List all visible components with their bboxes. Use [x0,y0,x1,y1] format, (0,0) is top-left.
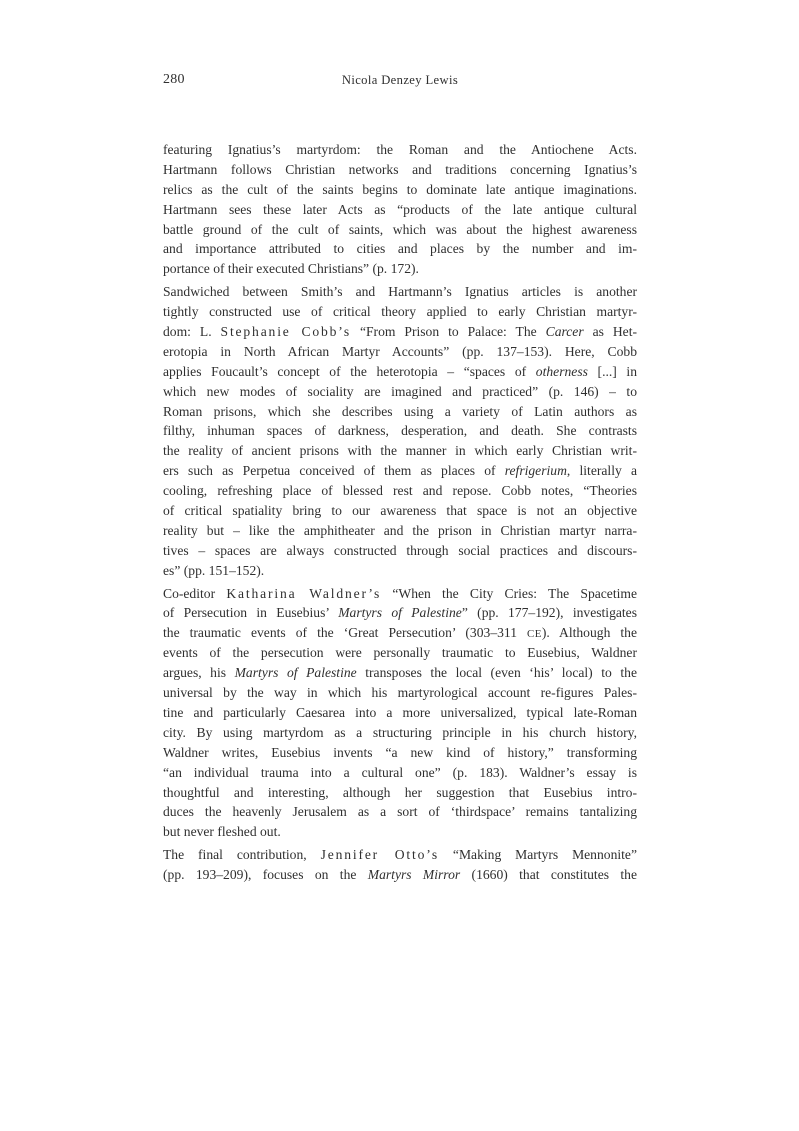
italic-text-run: otherness [535,363,588,379]
text-line [163,783,637,803]
text-line [163,802,637,822]
text-line [163,220,637,240]
text-run: “From Prison to Palace: The [351,324,546,340]
text-line [163,743,637,763]
text-line [163,362,637,382]
text-line [163,200,637,220]
spaced-name-run: Katharina Waldner’s [226,585,382,601]
text-line [163,180,637,200]
text-run: featuring Ignatius’s martyrdom: the Roman and the Antiochene Acts. [163,142,637,157]
text-line [163,140,637,160]
paragraph [163,845,637,885]
paragraph [163,282,637,580]
text-run: dom: L. [163,324,221,340]
spaced-name-run: Stephanie Cobb’s [220,324,351,340]
text-run: tightly constructed use of critical theory applied to early Christian martyr- [163,304,637,320]
text-line [163,282,637,302]
text-line [163,342,637,362]
text-run: (1660) that constitutes the [460,867,637,883]
text-run: transposes the local (even ‘his’ local) to the [356,665,637,681]
paragraph [163,140,637,279]
text-line [163,322,637,342]
text-line [163,441,637,461]
text-line [163,421,637,441]
text-run: The final contribution, [163,847,321,863]
spaced-name-run: Jennifer Otto’s [320,847,440,863]
text-run: (pp. 193–209), focuses on the [163,867,368,883]
text-run: tine and particularly Caesarea into a more universalized, typical late-Roman [163,704,637,720]
text-line [163,822,637,842]
text-run: which new modes of sociality are imagined and practiced” (p. 146) – to [163,383,637,399]
text-run: Roman prisons, which she describes using a variety of Latin authors as [163,403,637,419]
text-run: reality but – like the amphitheater and the prison in Christian martyr narra- [163,522,637,538]
text-run: filthy, inhuman spaces of darkness, desperation, and death. She contrasts [163,423,637,439]
text-run: , literally a [566,463,637,479]
text-run: ). Although the [541,625,637,641]
text-run: applies Foucault’s concept of the heterotopia – “spaces of [163,363,536,379]
text-run: thoughtful and interesting, although her suggestion that Eusebius intro- [163,784,637,800]
text-run: tives – spaces are always constructed through social practices and discours- [163,542,637,558]
smallcaps-run: CE [527,628,542,641]
running-head: Nicola Denzey Lewis [341,73,459,87]
italic-text-run: Carcer [545,324,584,340]
body-text [163,140,637,888]
text-run: universal by the way in which his martyrological account re-figures Pales- [163,685,637,701]
text-run: “Making Martyrs Mennonite” [439,847,637,863]
text-line [163,521,637,541]
text-line [163,382,637,402]
text-run: Waldner writes, Eusebius invents “a new kind of history,” transforming [163,744,637,760]
text-run: es” (pp. 151–152). [163,562,265,578]
italic-text-run: Martyrs Mirror [367,867,461,883]
text-run: but never fleshed out. [163,824,281,840]
page-number: 280 [163,72,185,87]
italic-text-run: Martyrs of Palestine [338,605,462,621]
text-run: Hartmann follows Christian networks and traditions concerning Ignatius’s [163,161,637,177]
text-run: Sandwiched between Smith’s and Hartmann’s Ignatius articles is another [163,284,637,300]
text-run: “an individual trauma into a cultural one” (p. 183). Waldner’s essay is [163,764,637,780]
paragraph [163,584,637,843]
text-line [163,402,637,422]
text-line [163,160,637,180]
page-header [163,71,637,89]
text-run: relics as the cult of the saints begins to dominate late antique imaginations. [163,181,637,197]
text-run: “When the City Cries: The Spacetime [381,585,637,601]
text-line [163,561,637,581]
italic-text-run: Martyrs of Palestine [234,665,357,681]
text-run: portance of their executed Christians” (p. 172). [163,261,419,277]
italic-text-run: refrigerium [504,463,567,479]
text-line [163,461,637,481]
text-run: ” (pp. 177–192), investigates [461,605,637,621]
text-line [163,865,637,885]
text-run: events of the persecution were personally traumatic to Eusebius, Waldner [163,645,637,661]
text-run: argues, his [163,665,235,681]
text-run: [...] in [587,363,637,379]
text-line [163,501,637,521]
text-run: ers such as Perpetua conceived of them as places of [163,463,505,479]
text-run: of critical spatiality bring to our awareness that space is not an objective [163,503,637,519]
text-run: battle ground of the cult of saints, which was about the highest awareness [163,221,637,237]
text-line [163,603,637,623]
text-run: the reality of ancient prisons with the manner in which early Christian writ- [163,443,637,459]
text-line [163,623,637,643]
text-line [163,663,637,683]
text-run: cooling, refreshing place of blessed rest and repose. Cobb notes, “Theories [163,483,637,499]
text-line [163,481,637,501]
text-run: erotopia in North African Martyr Accounts” (pp. 137–153). Here, Cobb [163,343,637,359]
text-run: the traumatic events of the ‘Great Persecution’ (303–311 [163,625,528,641]
text-line [163,541,637,561]
text-line [163,584,637,604]
text-run: duces the heavenly Jerusalem as a sort of ‘thirdspace’ remains tantalizing [163,804,637,820]
text-run: city. By using martyrdom as a structuring principle in his church history, [163,724,637,740]
text-line [163,723,637,743]
text-run: and importance attributed to cities and places by the number and im- [163,241,637,257]
text-line [163,703,637,723]
text-line [163,643,637,663]
text-line [163,763,637,783]
text-line [163,239,637,259]
text-line [163,302,637,322]
text-line [163,845,637,865]
text-line [163,259,637,279]
text-line [163,683,637,703]
text-run: Hartmann sees these later Acts as “products of the late antique cultural [163,201,637,217]
text-run: of Persecution in Eusebius’ [163,605,339,621]
text-run: Co-editor [163,585,227,601]
text-run: as Het- [583,324,637,340]
